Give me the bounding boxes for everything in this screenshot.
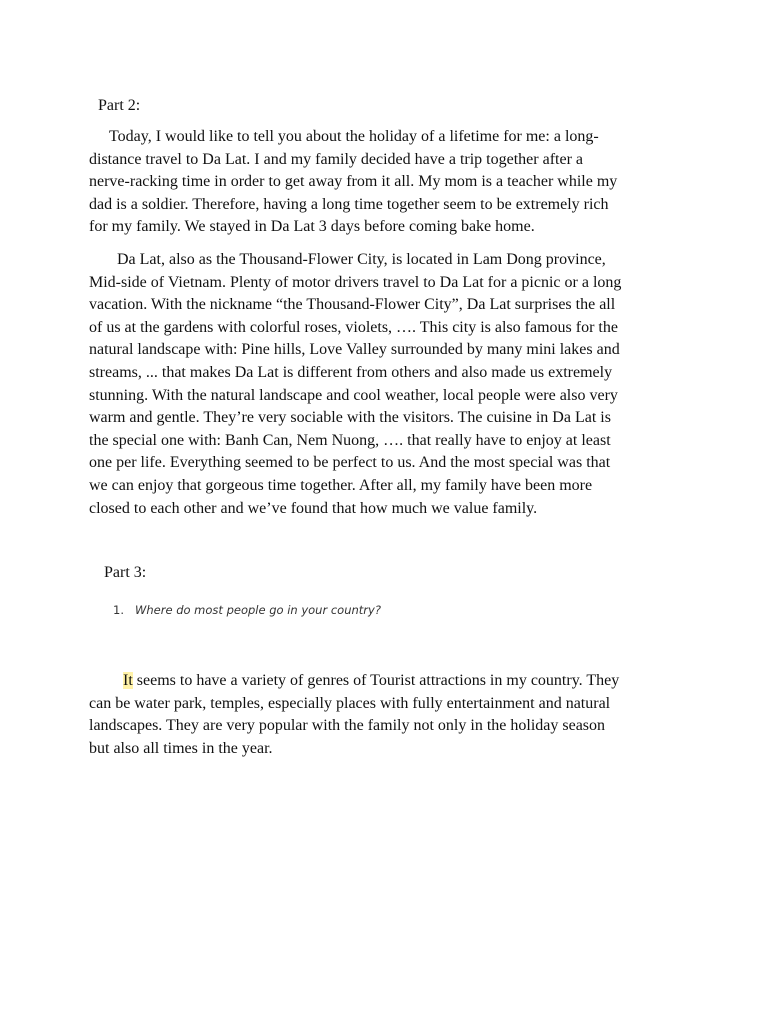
paragraph-line: the special one with: Banh Can, Nem Nuong, …. that really have to enjoy at least xyxy=(89,431,611,449)
paragraph-line: landscapes. They are very popular with the family not only in the holiday season xyxy=(89,717,606,735)
paragraph-line: dad is a soldier. Therefore, having a long time together seem to be extremely rich xyxy=(89,195,609,213)
paragraph-line: but also all times in the year. xyxy=(89,739,273,757)
paragraph-line: stunning. With the natural landscape and cool weather, local people were also very xyxy=(89,386,618,404)
paragraph-line: Da Lat, also as the Thousand-Flower City, is located in Lam Dong province, xyxy=(117,251,606,268)
answer-first-line xyxy=(89,670,689,693)
answer-first-line-rest: seems to have a variety of genres of Tourist attractions in my country. They xyxy=(132,672,620,689)
question-text: Where do most people go in your country? xyxy=(135,603,381,617)
part3-heading: Part 3: xyxy=(104,564,147,581)
paragraph-line: Today, I would like to tell you about the holiday of a lifetime for me: a long- xyxy=(109,128,599,145)
paragraph-line: streams, ... that makes Da Lat is different from others and also made us extremely xyxy=(89,363,613,381)
paragraph-line: can be water park, temples, especially places with fully entertainment and natural xyxy=(89,694,611,712)
paragraph-line: distance travel to Da Lat. I and my family decided have a trip together after a xyxy=(89,150,584,168)
paragraph-line: nerve-racking time in order to get away from it all. My mom is a teacher while my xyxy=(89,173,618,191)
highlighted-word: It xyxy=(123,672,133,689)
paragraph-line: we can enjoy that gorgeous time together. After all, my family have been more xyxy=(89,476,593,494)
paragraph-line: warm and gentle. They’re very sociable with the visitors. The cuisine in Da Lat is xyxy=(89,409,611,427)
part2-paragraph-1 xyxy=(89,126,689,239)
question-1 xyxy=(113,602,381,618)
question-number: 1. xyxy=(113,603,124,617)
part2-heading: Part 2: xyxy=(98,97,141,114)
part2-paragraph-2 xyxy=(89,249,689,520)
part3-answer xyxy=(89,670,689,760)
paragraph-line: for my family. We stayed in Da Lat 3 days before coming bake home. xyxy=(89,218,535,236)
paragraph-line: one per life. Everything seemed to be perfect to us. And the most special was that xyxy=(89,454,611,472)
paragraph-line: closed to each other and we’ve found that how much we value family. xyxy=(89,499,538,517)
paragraph-line: natural landscape with: Pine hills, Love Valley surrounded by many mini lakes and xyxy=(89,341,620,359)
paragraph-line: of us at the gardens with colorful roses, violets, …. This city is also famous for the xyxy=(89,318,618,336)
paragraph-line: Mid-side of Vietnam. Plenty of motor drivers travel to Da Lat for a picnic or a long xyxy=(89,273,622,291)
paragraph-line: vacation. With the nickname “the Thousand-Flower City”, Da Lat surprises the all xyxy=(89,296,616,314)
